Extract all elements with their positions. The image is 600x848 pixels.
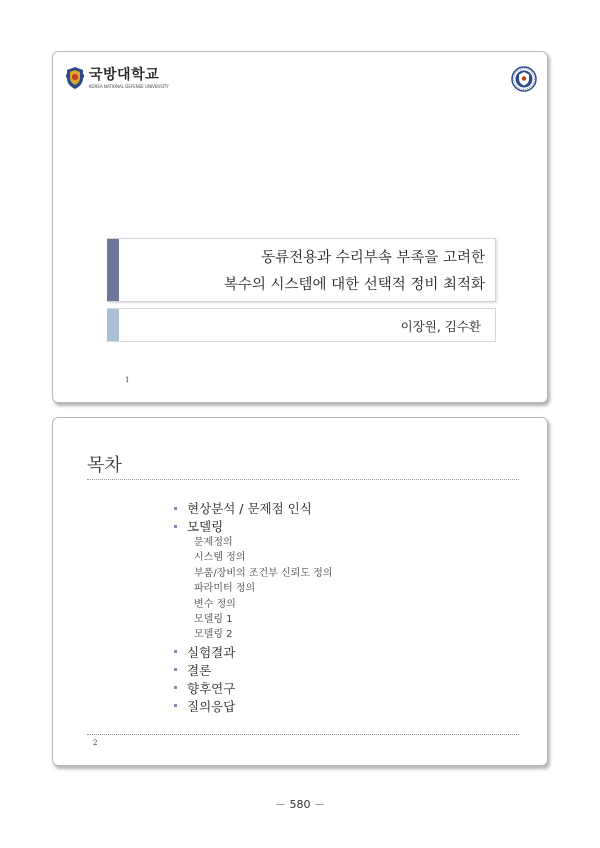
authors: 이장원, 김수환: [400, 319, 481, 334]
title-accent-bar: [107, 239, 119, 301]
toc-sub-list: [174, 535, 333, 643]
toc-item-label: 실험결과: [187, 644, 236, 660]
top-divider: [87, 479, 519, 480]
bullet-icon: [174, 650, 177, 653]
title-line-1: 동류전용과 수리부속 부족을 고려한: [261, 250, 485, 266]
toc-sub-item: 부품/장비의 조건부 신뢰도 정의: [194, 567, 333, 579]
toc-sub-item: 문제정의: [194, 537, 233, 548]
toc-item-label: 모델링: [187, 519, 224, 534]
university-emblem-icon: [65, 66, 85, 90]
toc-sub-item: 시스템 정의: [194, 552, 246, 564]
author-accent-bar: [107, 309, 119, 341]
bullet-icon: [174, 704, 177, 707]
toc-item: [174, 679, 333, 697]
university-seal-icon: [511, 66, 537, 92]
bullet-icon: [174, 668, 177, 671]
bullet-icon: [174, 507, 177, 510]
university-name-korean: 국방대학교: [89, 66, 160, 83]
toc-sub-item: 모델링 1: [194, 613, 233, 625]
author-box: [107, 308, 496, 342]
toc-item: [174, 697, 333, 715]
toc-sub-item: 변수 정의: [194, 598, 236, 610]
slide-page-number: 1: [125, 376, 130, 384]
toc-item-label: 현상분석 / 문제점 인식: [187, 501, 312, 516]
toc-item-label: 향후연구: [187, 680, 236, 696]
toc-list: [174, 499, 333, 715]
toc-item-label: 결론: [187, 662, 212, 678]
toc-sub-item: 모델링 2: [194, 629, 233, 641]
document-page-number: － 580 －: [275, 798, 325, 811]
slide-page-number: 2: [93, 739, 98, 747]
toc-item: [174, 643, 333, 661]
toc-sub-item: 파라미터 정의: [194, 583, 256, 595]
university-name-english: KOREA NATIONAL DEFENSE UNIVERSITY: [89, 83, 169, 89]
bullet-icon: [174, 686, 177, 689]
toc-item-label: 질의응답: [187, 698, 236, 714]
toc-item: [174, 499, 333, 517]
toc-heading: 목차: [87, 455, 122, 476]
bottom-divider: [87, 734, 519, 735]
university-logo: [65, 66, 169, 90]
toc-item: [174, 661, 333, 679]
title-box: [107, 238, 496, 302]
toc-slide: [52, 417, 548, 766]
toc-item: [174, 517, 333, 643]
title-slide: [52, 51, 548, 403]
title-line-2: 복수의 시스템에 대한 선택적 정비 최적화: [223, 277, 485, 293]
bullet-icon: [174, 525, 177, 528]
